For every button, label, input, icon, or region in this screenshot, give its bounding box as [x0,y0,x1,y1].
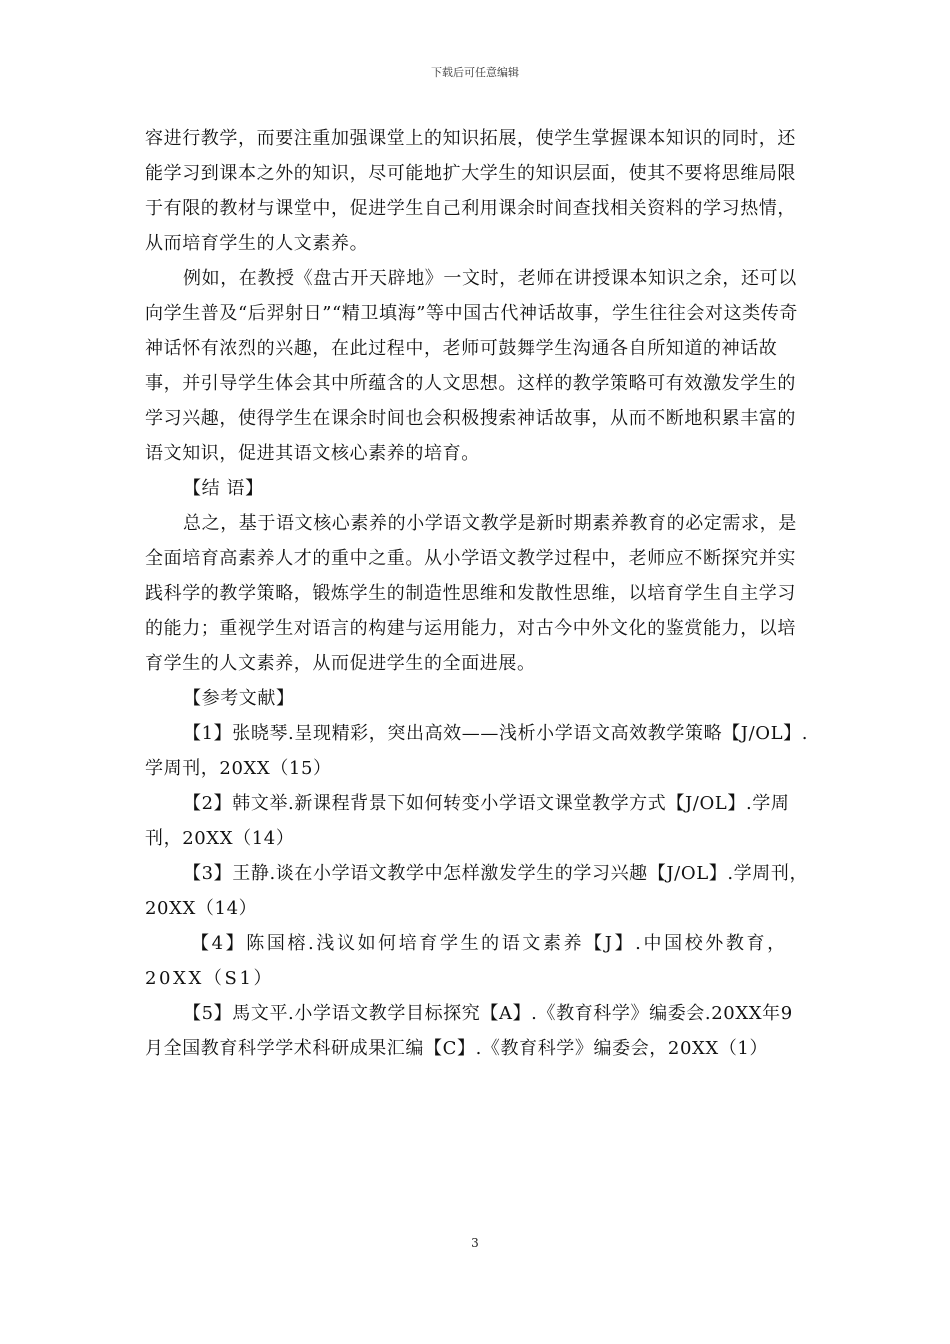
section-heading-references: 【参考文献】 [183,688,295,709]
document-body [145,121,809,1066]
paragraph-continuation: 容进行教学，而要注重加强课堂上的知识拓展，使学生掌握课本知识的同时，还能学习到课本之外的知识，尽可能地扩大学生的知识层面，使其不要将思维局限于有限的教材与课堂中，促进学生自己利用课余时间查找相关资料的学习热情，从而培育学生的人文素养。 [145,128,796,254]
section-heading-conclusion: 【结 语】 [183,478,264,499]
page-header: 下载后可任意编辑 [431,66,519,79]
paragraph-conclusion: 总之，基于语文核心素养的小学语文教学是新时期素养教育的必定需求，是全面培育高素养人才的重中之重。从小学语文教学过程中，老师应不断探究并实践科学的教学策略，锻炼学生的制造性思维和发散性思维，以培育学生自主学习的能力；重视学生对语言的构建与运用能力，对古今中外文化的鉴赏能力，以培育学生的人文素养，从而促进学生的全面进展。 [145,513,797,674]
reference-item-1: 【1】张晓琴.呈现精彩，突出高效——浅析小学语文高效教学策略【J/OL】.学周刊，20XX（15） [145,723,809,779]
reference-item-5: 【5】馬文平.小学语文教学目标探究【A】.《教育科学》编委会.20XX年9月全国教育科学学术科研成果汇编【C】.《教育科学》编委会，20XX（1） [145,1003,793,1059]
page-number: 3 [471,1236,479,1250]
reference-item-4: 【4】陈国榕.浅议如何培育学生的语文素养【J】.中国校外教育，20XX（S1） [145,933,788,989]
reference-item-3: 【3】王静.谈在小学语文教学中怎样激发学生的学习兴趣【J/OL】.学周刊，20XX（14） [145,863,809,919]
paragraph-example: 例如，在教授《盘古开天辟地》一文时，老师在讲授课本知识之余，还可以向学生普及“后羿射日”“精卫填海”等中国古代神话故事，学生往往会对这类传奇神话怀有浓烈的兴趣，在此过程中，老师可鼓舞学生沟通各自所知道的神话故事，并引导学生体会其中所蕴含的人文思想。这样的教学策略可有效激发学生的学习兴趣，使得学生在课余时间也会积极搜索神话故事，从而不断地积累丰富的语文知识，促进其语文核心素养的培育。 [145,268,799,464]
reference-item-2: 【2】韩文举.新课程背景下如何转变小学语文课堂教学方式【J/OL】.学周刊，20XX（14） [145,793,790,849]
